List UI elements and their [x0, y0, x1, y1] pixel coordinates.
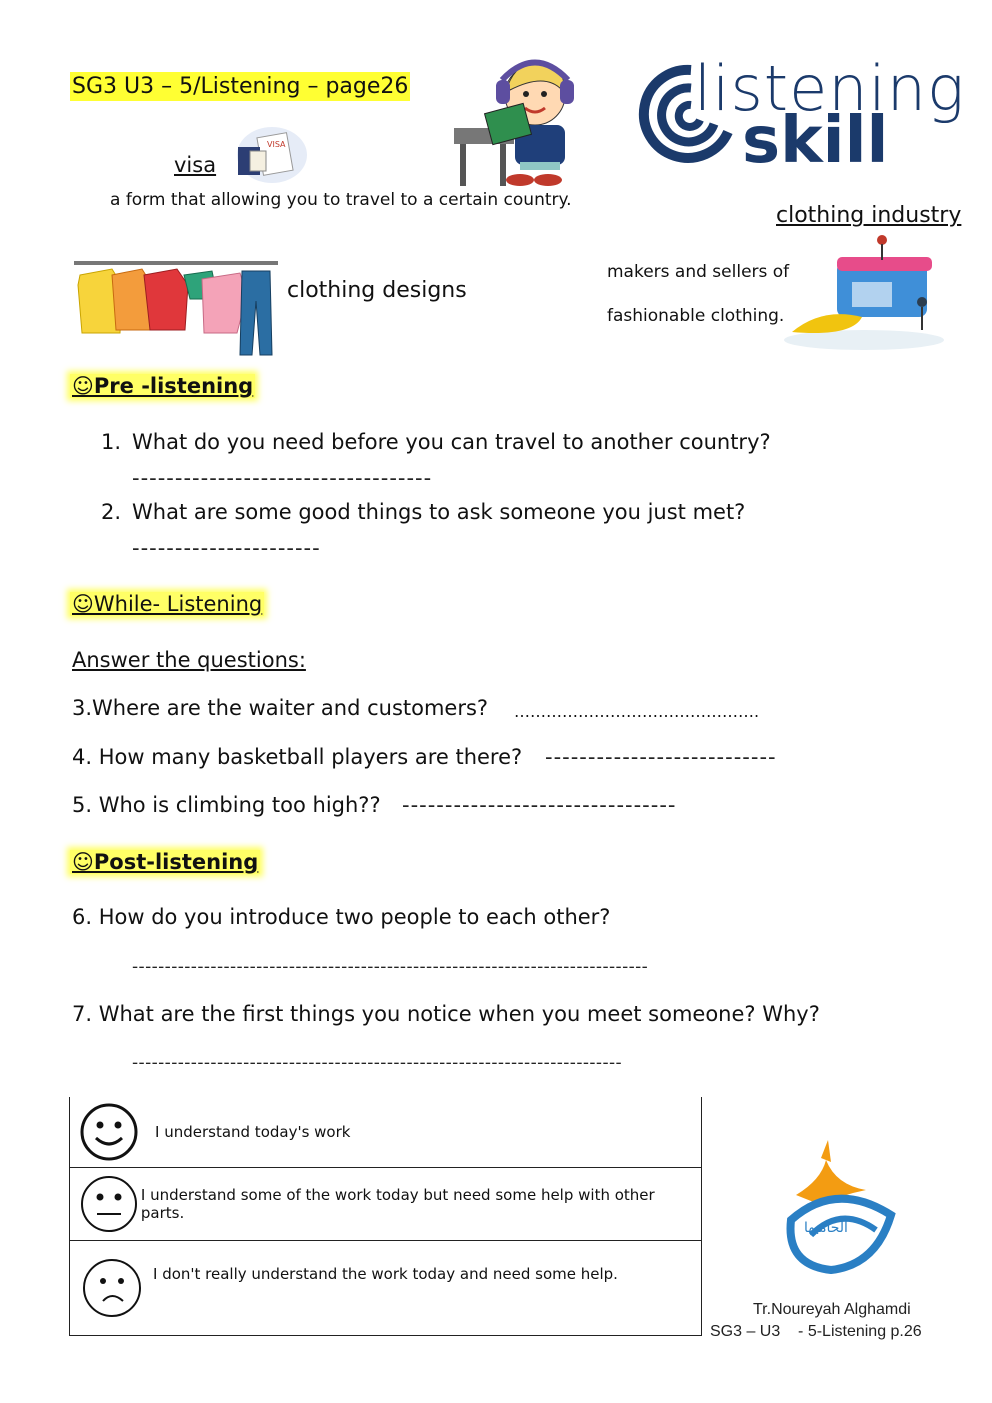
page-reference: SG3 – U3 - 5-Listening p.26 — [710, 1323, 922, 1340]
question-number: 1. — [101, 430, 122, 454]
question-number: 2. — [101, 500, 122, 524]
clothes-rack-illustration — [72, 255, 282, 360]
vocab-definition-line2: fashionable clothing. — [607, 306, 785, 326]
student-reading-illustration — [450, 50, 585, 190]
answer-blank[interactable]: --------------------------------------------------------------------------- — [132, 1053, 623, 1073]
answer-blank[interactable]: --------------------------- — [545, 745, 777, 769]
self-check-text: I don't really understand the work today and need some help. — [153, 1265, 618, 1283]
question-text: 4. How many basketball players are there? — [72, 745, 523, 769]
self-assessment-table — [69, 1097, 702, 1336]
while-listening-heading: ☺While- Listening — [72, 592, 263, 616]
worksheet-title: SG3 U3 – 5/Listening – page26 — [72, 74, 409, 99]
question-text: 5. Who is climbing too high?? — [72, 793, 381, 817]
sad-face-icon — [81, 1257, 143, 1319]
post-listening-heading: ☺Post-listening — [72, 850, 259, 874]
neutral-face-icon — [79, 1174, 139, 1234]
logo-word-skill: skill — [742, 104, 889, 178]
teacher-name: Tr.Noureyah Alghamdi — [753, 1301, 911, 1318]
self-check-text: I understand today's work — [155, 1123, 351, 1141]
question-text: 7. What are the first things you notice when you meet someone? Why? — [72, 1002, 820, 1026]
answer-blank[interactable]: ---------------------- — [132, 536, 321, 560]
self-check-text: I understand some of the work today but need some help with other parts. — [140, 1186, 655, 1222]
passport-visa-icon — [232, 125, 307, 185]
vocab-definition-line1: makers and sellers of — [607, 262, 790, 282]
self-check-row[interactable] — [69, 1168, 702, 1241]
question-text: What do you need before you can travel to another country? — [132, 430, 771, 454]
self-check-row[interactable] — [69, 1097, 702, 1168]
question-text: 6. How do you introduce two people to each other? — [72, 905, 611, 929]
vocab-word-clothing-industry: clothing industry — [776, 203, 962, 228]
answer-blank[interactable]: ----------------------------------- — [132, 466, 433, 490]
happy-face-icon — [79, 1102, 139, 1162]
vocab-word-visa: visa — [174, 153, 217, 177]
question-text: What are some good things to ask someone you just met? — [132, 500, 746, 524]
school-logo-icon — [776, 1140, 901, 1285]
vocab-definition-visa: a form that allowing you to travel to a certain country. — [110, 190, 572, 210]
answer-blank[interactable]: ………………………………………. — [514, 702, 760, 721]
self-check-row[interactable] — [69, 1241, 702, 1336]
logo-word-listening: listening — [694, 52, 966, 125]
vocab-word-clothing-designs: clothing designs — [287, 278, 467, 303]
answer-blank[interactable]: ------------------------------------------------------------------------------- — [132, 957, 649, 977]
question-text: 3.Where are the waiter and customers? — [72, 696, 489, 720]
sewing-machine-illustration — [782, 232, 947, 350]
instruction-text: Answer the questions: — [72, 648, 306, 672]
pre-listening-heading: ☺Pre -listening — [72, 374, 254, 398]
svg-text:VISA: VISA — [267, 140, 286, 149]
school-logo-text: الحاميها — [804, 1220, 848, 1236]
answer-blank[interactable]: -------------------------------- — [402, 793, 677, 817]
